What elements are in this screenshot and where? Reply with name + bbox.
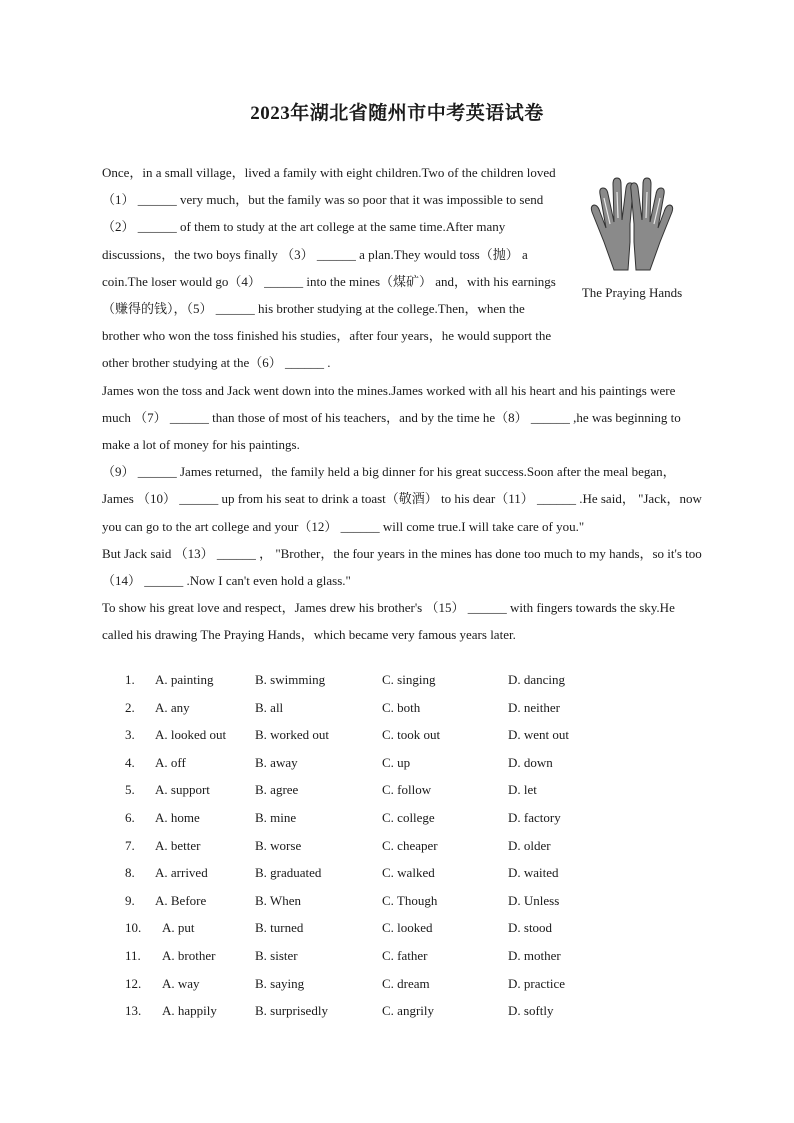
question-number: 8. — [125, 865, 135, 881]
question-number: 4. — [125, 754, 135, 770]
question-row — [0, 974, 794, 994]
option-c: C. angrily — [382, 1003, 434, 1019]
option-a: A. happily — [162, 1003, 217, 1019]
question-number: 6. — [125, 810, 135, 825]
option-d: D. down — [508, 754, 553, 770]
option-b: B. saying — [255, 975, 305, 991]
option-a: A. way — [162, 975, 200, 991]
option-c: C. college — [382, 810, 435, 825]
option-c: C. walked — [382, 865, 435, 881]
option-b: B. all — [255, 699, 284, 715]
option-c: C. cheaper — [382, 837, 438, 853]
option-b: B. agree — [255, 782, 299, 798]
option-d: D. neither — [508, 699, 560, 715]
option-d: D. went out — [508, 727, 570, 743]
option-d: D. mother — [508, 948, 561, 963]
passage-paragraph: （9） ______ James returned，the family held a big dinner for his great success.Soon after the meal began，James （10） ______ up from his seat to drink a toast（敬酒） to his dear（11） ______ .He said， "Jack，now you can go to the art college and your（12） ______ will come true.I will take care of you." — [102, 464, 702, 534]
option-a: A. support — [155, 782, 210, 798]
option-d: D. dancing — [508, 672, 566, 687]
option-a: A. Before — [155, 892, 207, 908]
option-a: A. brother — [162, 948, 216, 963]
option-b: B. When — [255, 892, 301, 908]
option-a: A. painting — [155, 672, 214, 687]
question-number: 13. — [125, 1003, 142, 1019]
question-number: 2. — [125, 699, 135, 715]
question-row — [0, 670, 794, 690]
option-b: B. swimming — [255, 672, 326, 687]
passage-paragraph: Once，in a small village，lived a family with eight children.Two of the children loved （1） ______ very much，but the family was so poor that it was impossible to send （2） ______ of them to study at the art college at the same time.After many discussions，the two boys finally （3） ______ a plan.They would toss（抛） a coin.The loser would go（4） ______ into the mines（煤矿） and，with his earnings（赚得的钱），（5） ______ his brother studying at the college.Then，when the brother who won the toss finished his studies，after four years，he would support the other brother studying at the（6） ______ . — [102, 165, 556, 371]
option-b: B. surprisedly — [255, 1003, 328, 1019]
option-d: D. factory — [508, 810, 561, 825]
question-row — [0, 725, 794, 745]
option-c: C. Though — [382, 892, 438, 908]
option-b: B. worked out — [255, 727, 330, 743]
passage-paragraph: James won the toss and Jack went down into the mines.James worked with all his heart and his paintings were much （7） ______ than those of most of his teachers，and by the time he（8） ______ ,he was beginning to make a lot of money for his paintings. — [102, 382, 681, 453]
question-row — [0, 946, 794, 966]
page-title: 2023年湖北省随州市中考英语试卷 — [250, 103, 544, 124]
passage-paragraph: To show his great love and respect，James drew his brother's （15） ______ with fingers towards the sky.He called his drawing The Praying Hands，which became very famous years later. — [102, 600, 675, 643]
option-b: B. worse — [255, 837, 302, 853]
question-number: 7. — [125, 837, 135, 853]
question-number: 12. — [125, 975, 142, 991]
question-row — [0, 836, 794, 856]
option-d: D. older — [508, 837, 551, 853]
passage-paragraph: But Jack said （13） ______ ， "Brother，the four years in the mines has done too much to my hands，so it's too （14） ______ .Now I can't even hold a glass." — [102, 545, 702, 589]
option-c: C. took out — [382, 727, 441, 743]
question-number: 5. — [125, 782, 135, 798]
question-row — [0, 1001, 794, 1021]
question-row — [0, 918, 794, 938]
option-c: C. dream — [382, 975, 430, 991]
question-row — [0, 808, 794, 828]
option-d: D. waited — [508, 865, 559, 881]
question-row — [0, 780, 794, 800]
option-a: A. any — [155, 699, 190, 715]
question-row — [0, 698, 794, 718]
option-b: B. away — [255, 754, 298, 770]
question-row — [0, 891, 794, 911]
question-number: 10. — [125, 920, 142, 936]
option-c: C. follow — [382, 782, 432, 798]
option-c: C. singing — [382, 672, 436, 687]
question-row — [0, 863, 794, 883]
option-a: A. arrived — [155, 865, 208, 881]
reading-passage — [102, 159, 702, 649]
figure-caption: The Praying Hands — [581, 285, 683, 300]
question-number: 11. — [125, 948, 141, 963]
option-d: D. let — [508, 782, 537, 798]
option-d: D. Unless — [508, 892, 560, 908]
option-a: A. put — [162, 920, 195, 936]
option-b: B. graduated — [255, 865, 322, 881]
option-d: D. practice — [508, 975, 566, 991]
option-a: A. off — [155, 754, 186, 770]
option-b: B. turned — [255, 920, 304, 936]
question-number: 1. — [125, 672, 135, 687]
option-c: C. looked — [382, 920, 433, 936]
option-d: D. softly — [508, 1003, 554, 1019]
option-a: A. better — [155, 837, 201, 853]
option-c: C. both — [382, 699, 421, 715]
option-c: C. father — [382, 948, 428, 963]
option-b: B. mine — [255, 810, 297, 825]
question-number: 3. — [125, 727, 135, 743]
question-number: 9. — [125, 892, 135, 908]
question-row — [0, 753, 794, 773]
option-a: A. home — [155, 810, 200, 825]
option-b: B. sister — [255, 948, 298, 963]
option-c: C. up — [382, 754, 411, 770]
option-d: D. stood — [508, 920, 553, 936]
option-a: A. looked out — [155, 727, 227, 743]
